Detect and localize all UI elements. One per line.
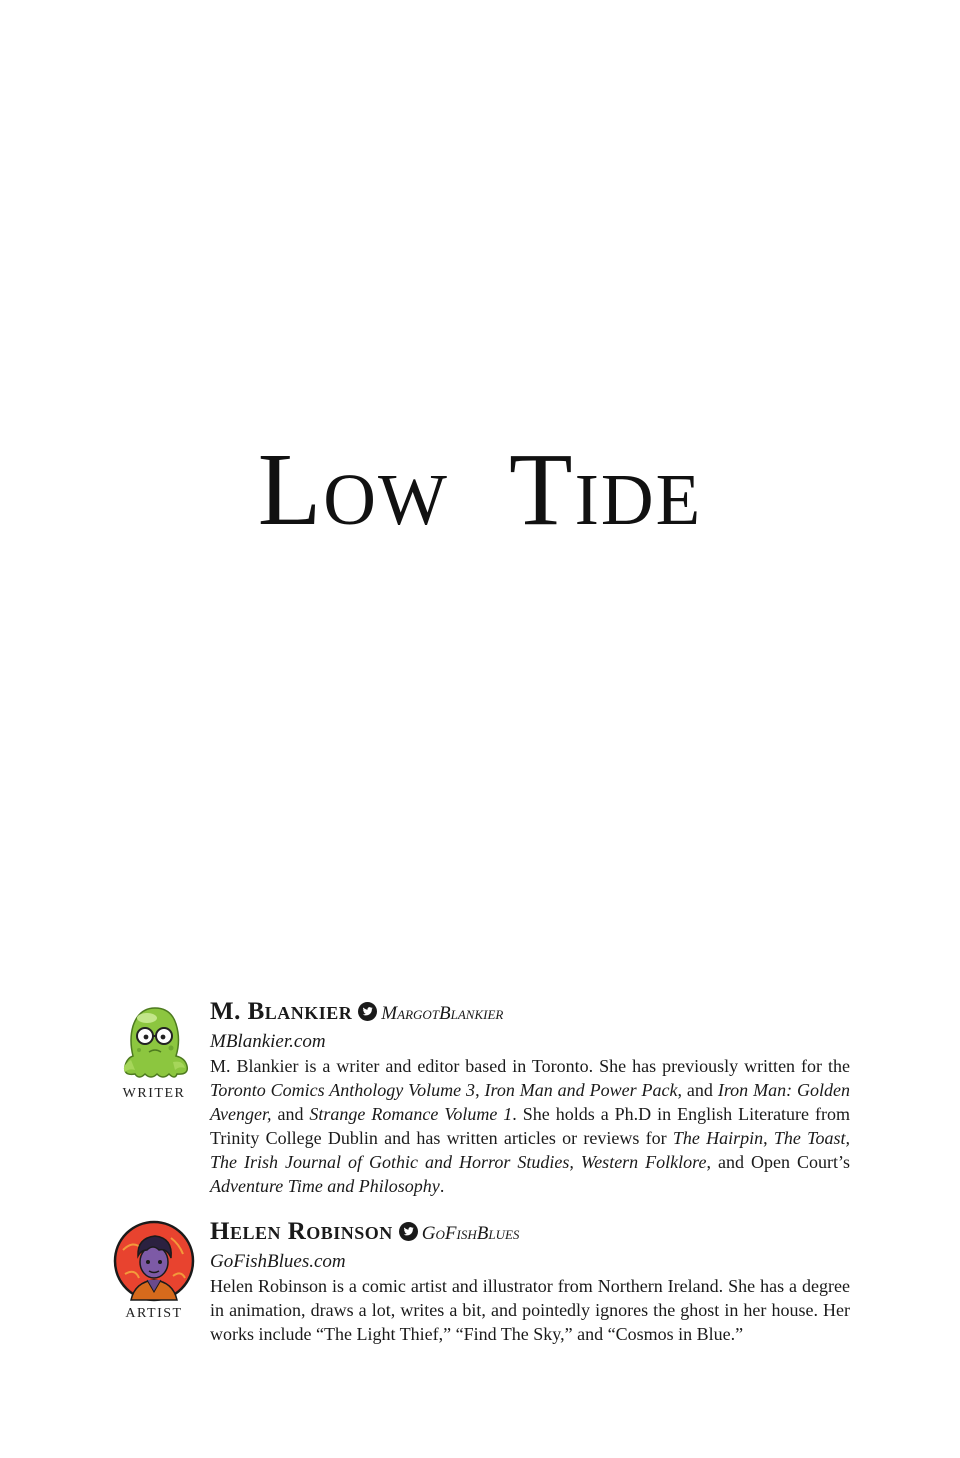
writer-description — [210, 1054, 850, 1198]
writer-bio-text: , — [475, 1080, 485, 1100]
writer-name: M. Blankier — [210, 998, 353, 1025]
twitter-icon — [358, 1002, 377, 1021]
writer-bio-text: , — [763, 1128, 774, 1148]
writer-italic-title: The Toast, The Irish Journal of Gothic and Horror Studies, Western Folklore — [210, 1128, 850, 1172]
writer-italic-title: The Hairpin — [672, 1128, 764, 1148]
artist-twitter-handle[interactable]: GoFishBlues — [421, 1223, 520, 1244]
writer-bio-text: . She holds a Ph.D in English Literature from Trinity College Dublin and has written articles or reviews for — [210, 1104, 850, 1148]
artist-name-line — [210, 1216, 850, 1250]
writer-italic-title: Adventure Time and Philosophy — [210, 1176, 440, 1196]
writer-bio-text: , and Open Court’s — [706, 1152, 850, 1172]
artist-name: Helen Robinson — [210, 1218, 393, 1245]
page-title: Low Tide — [257, 432, 703, 547]
artist-description — [210, 1274, 850, 1346]
writer-bio-text: , and — [677, 1080, 718, 1100]
writer-italic-title: Strange Romance Volume 1 — [309, 1104, 513, 1124]
writer-bio-text: . — [439, 1176, 445, 1196]
writer-website-link[interactable]: MBlankier.com — [210, 1031, 326, 1052]
artist-role-label: ARTIST — [125, 1306, 183, 1321]
writer-italic-title: Iron Man and Power Pack — [484, 1080, 678, 1100]
writer-avatar-column — [110, 996, 198, 1102]
writer-italic-title: Toronto Comics Anthology Volume 3 — [210, 1080, 476, 1100]
writer-italic-title: Iron Man: Golden Avenger, — [210, 1080, 851, 1124]
artist-avatar-column — [110, 1216, 198, 1322]
writer-bio-text: and — [271, 1104, 310, 1124]
writer-bio-text: M. Blankier is a writer and editor based in Toronto. She has previously written for the — [210, 1056, 850, 1076]
writer-text — [210, 996, 850, 1198]
artist-website-link[interactable]: GoFishBlues.com — [210, 1251, 346, 1272]
artist-bio-text: Helen Robinson is a comic artist and illustrator from Northern Ireland. She has a degree in animation, draws a lot, writes a bit, and pointedly ignores the ghost in her house. Her works include “The Light Thief,” “Find The Sky,” and “Cosmos in Blue.” — [210, 1276, 850, 1344]
writer-twitter-handle[interactable]: MargotBlankier — [381, 1003, 504, 1024]
writer-role-label: WRITER — [122, 1086, 186, 1101]
twitter-icon — [399, 1222, 418, 1241]
green-slime-with-glasses-icon — [113, 1000, 195, 1082]
artist-portrait-icon — [113, 1220, 195, 1302]
writer-name-line — [210, 996, 850, 1030]
artist-text — [210, 1216, 850, 1346]
